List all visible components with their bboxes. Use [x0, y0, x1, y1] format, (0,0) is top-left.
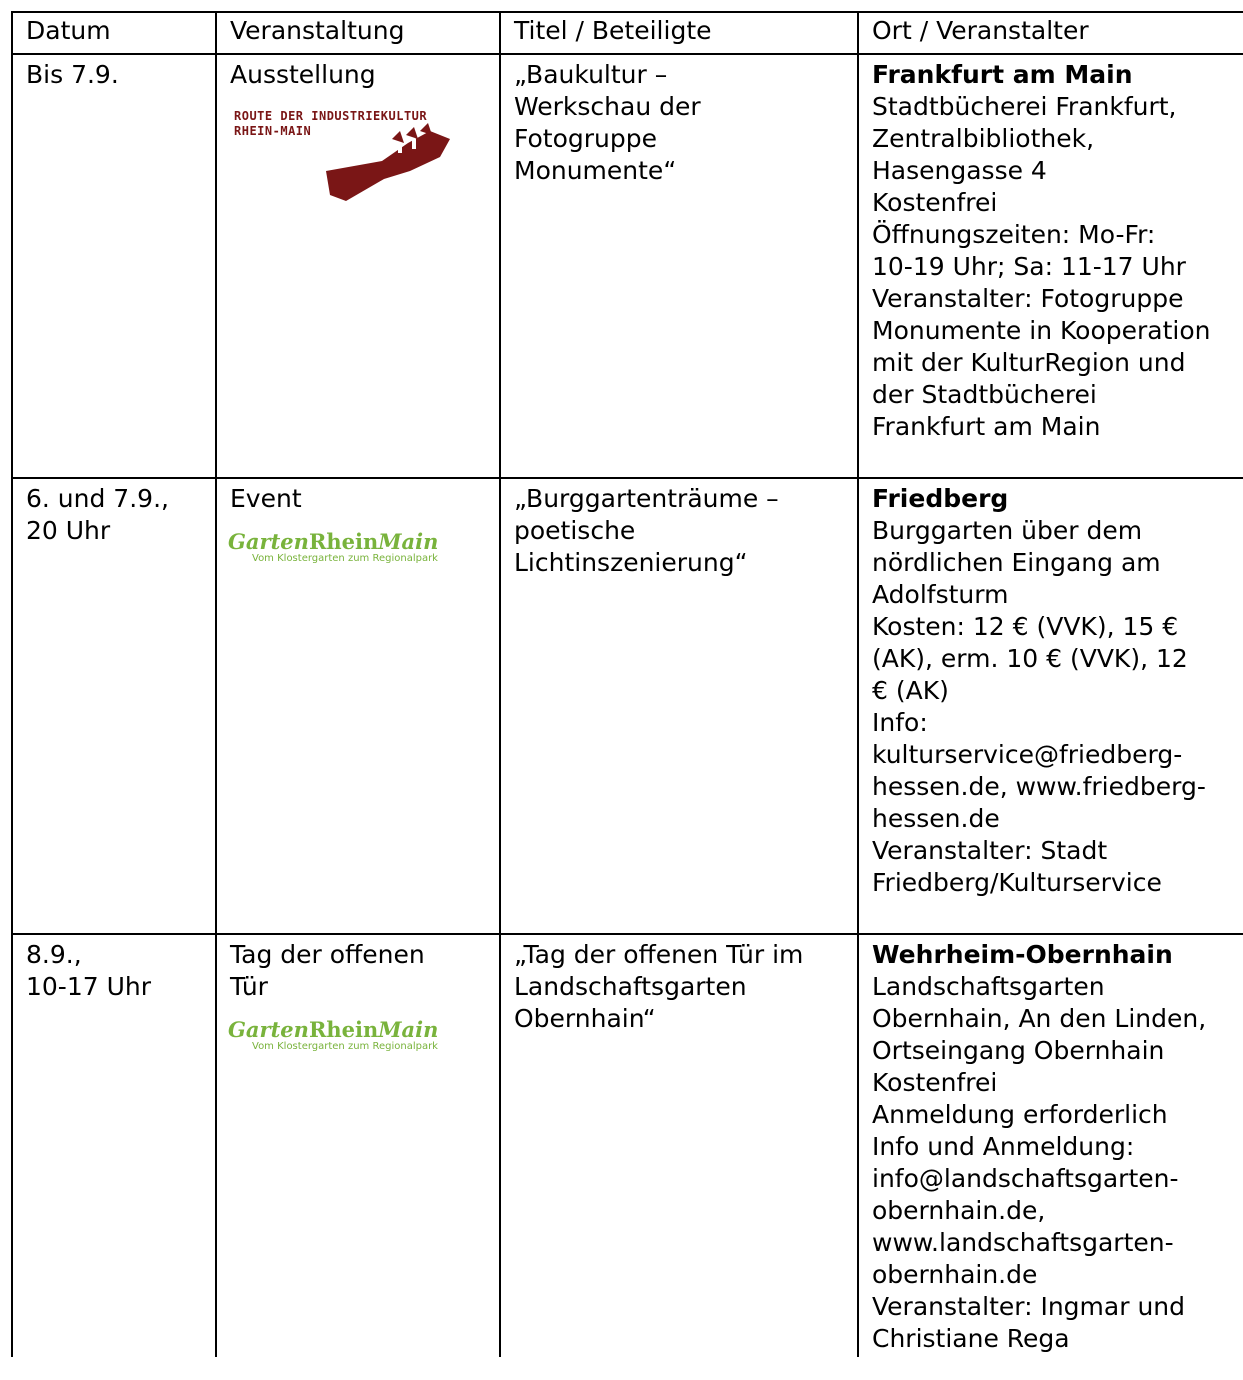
ort-line: Stadtbücherei Frankfurt, — [872, 92, 1177, 121]
logo-text-line: ROUTE DER INDUSTRIEKULTUR — [234, 109, 428, 123]
ort-line: Kosten: 12 € (VVK), 15 € — [872, 612, 1179, 641]
ort-line: hessen.de — [872, 804, 1000, 833]
logo-word: Garten — [228, 529, 309, 554]
cell-veranstaltung — [216, 478, 500, 934]
titel-line: Fotogruppe — [514, 124, 657, 153]
ort-line: info@landschaftsgarten- — [872, 1164, 1179, 1193]
cell-ort — [858, 54, 1243, 478]
titel-line: Obernhain“ — [514, 1004, 656, 1033]
garten-rheinmain-tagline: Vom Klostergarten zum Regionalpark — [252, 553, 438, 564]
cell-titel — [500, 478, 858, 934]
cell-veranstaltung — [216, 54, 500, 478]
ort-line: obernhain.de — [872, 1260, 1038, 1289]
ort-line: Christiane Rega — [872, 1324, 1070, 1353]
ort-line: Anmeldung erforderlich — [872, 1100, 1168, 1129]
cell-ort — [858, 478, 1243, 934]
veranstaltung-line: Event — [230, 484, 302, 513]
titel-line: Landschaftsgarten — [514, 972, 747, 1001]
garten-rheinmain-logo — [228, 1019, 486, 1053]
ort-line: Kostenfrei — [872, 188, 998, 217]
veranstaltung-line: Tag der offenen — [230, 940, 425, 969]
veranstaltung-line: Tür — [230, 972, 268, 1001]
ort-line: hessen.de, www.friedberg- — [872, 772, 1206, 801]
events-table — [11, 11, 1243, 1357]
ort-line: Info und Anmeldung: — [872, 1132, 1135, 1161]
ort-line: Landschaftsgarten — [872, 972, 1105, 1001]
table-row — [12, 934, 1243, 1357]
cell-titel — [500, 934, 858, 1357]
titel-line: „Baukultur – — [514, 60, 668, 89]
titel-line: Lichtinszenierung“ — [514, 548, 748, 577]
logo-word: Rhein — [308, 529, 379, 554]
datum-line: 20 Uhr — [26, 516, 111, 545]
ort-line: € (AK) — [872, 676, 949, 705]
cell-veranstaltung — [216, 934, 500, 1357]
logo-word: Garten — [228, 1017, 309, 1042]
header-titel: Titel / Beteiligte — [500, 12, 858, 54]
ort-line: (AK), erm. 10 € (VVK), 12 — [872, 644, 1188, 673]
ort-line: Veranstalter: Ingmar und — [872, 1292, 1186, 1321]
ort-line: Veranstalter: Stadt — [872, 836, 1108, 865]
ort-line: der Stadtbücherei — [872, 380, 1097, 409]
cell-ort — [858, 934, 1243, 1357]
titel-line: Werkschau der — [514, 92, 701, 121]
datum-line: Bis 7.9. — [26, 60, 119, 89]
header-ort: Ort / Veranstalter — [858, 12, 1243, 54]
ort-line: Zentralbibliothek, — [872, 124, 1095, 153]
ort-line: Frankfurt am Main — [872, 412, 1101, 441]
titel-line: „Tag der offenen Tür im — [514, 940, 804, 969]
table-row — [12, 54, 1243, 478]
cell-datum — [12, 478, 216, 934]
ort-line: Info: — [872, 708, 928, 737]
ort-line: kulturservice@friedberg- — [872, 740, 1183, 769]
ort-line: Burggarten über dem — [872, 516, 1143, 545]
ort-line: mit der KulturRegion und — [872, 348, 1186, 377]
route-industriekultur-logo — [234, 109, 454, 209]
table-header-row — [12, 12, 1243, 54]
cell-titel — [500, 54, 858, 478]
ort-line: Veranstalter: Fotogruppe — [872, 284, 1184, 313]
veranstaltung-line: Ausstellung — [230, 60, 376, 89]
ort-line: Monumente in Kooperation — [872, 316, 1211, 345]
ort-title: Friedberg — [872, 484, 1009, 513]
cell-datum — [12, 934, 216, 1357]
ort-line: obernhain.de, — [872, 1196, 1046, 1225]
route-industriekultur-shape-icon — [234, 109, 454, 209]
garten-rheinmain-wordmark — [228, 1019, 486, 1041]
ort-line: Kostenfrei — [872, 1068, 998, 1097]
datum-line: 6. und 7.9., — [26, 484, 169, 513]
ort-line: Friedberg/Kulturservice — [872, 868, 1162, 897]
header-datum: Datum — [12, 12, 216, 54]
ort-line: Ortseingang Obernhain — [872, 1036, 1165, 1065]
ort-line: Öffnungszeiten: Mo-Fr: — [872, 220, 1156, 249]
cell-datum — [12, 54, 216, 478]
titel-line: poetische — [514, 516, 636, 545]
ort-line: 10-19 Uhr; Sa: 11-17 Uhr — [872, 252, 1186, 281]
datum-line: 8.9., — [26, 940, 82, 969]
event-calendar-document — [11, 11, 1243, 1357]
logo-text-line: RHEIN-MAIN — [234, 124, 312, 138]
ort-line: Obernhain, An den Linden, — [872, 1004, 1207, 1033]
ort-line: nördlichen Eingang am — [872, 548, 1161, 577]
ort-line: Hasengasse 4 — [872, 156, 1047, 185]
garten-rheinmain-wordmark — [228, 531, 486, 553]
titel-line: „Burggartenträume – — [514, 484, 779, 513]
garten-rheinmain-logo — [228, 531, 486, 565]
titel-line: Monumente“ — [514, 156, 677, 185]
ort-title: Frankfurt am Main — [872, 60, 1133, 89]
logo-word: Main — [378, 529, 439, 554]
garten-rheinmain-tagline: Vom Klostergarten zum Regionalpark — [252, 1041, 438, 1052]
ort-line: www.landschaftsgarten- — [872, 1228, 1174, 1257]
table-row — [12, 478, 1243, 934]
logo-word: Main — [378, 1017, 439, 1042]
ort-line: Adolfsturm — [872, 580, 1009, 609]
header-veranstaltung: Veranstaltung — [216, 12, 500, 54]
ort-title: Wehrheim-Obernhain — [872, 940, 1173, 969]
datum-line: 10-17 Uhr — [26, 972, 152, 1001]
logo-word: Rhein — [308, 1017, 379, 1042]
